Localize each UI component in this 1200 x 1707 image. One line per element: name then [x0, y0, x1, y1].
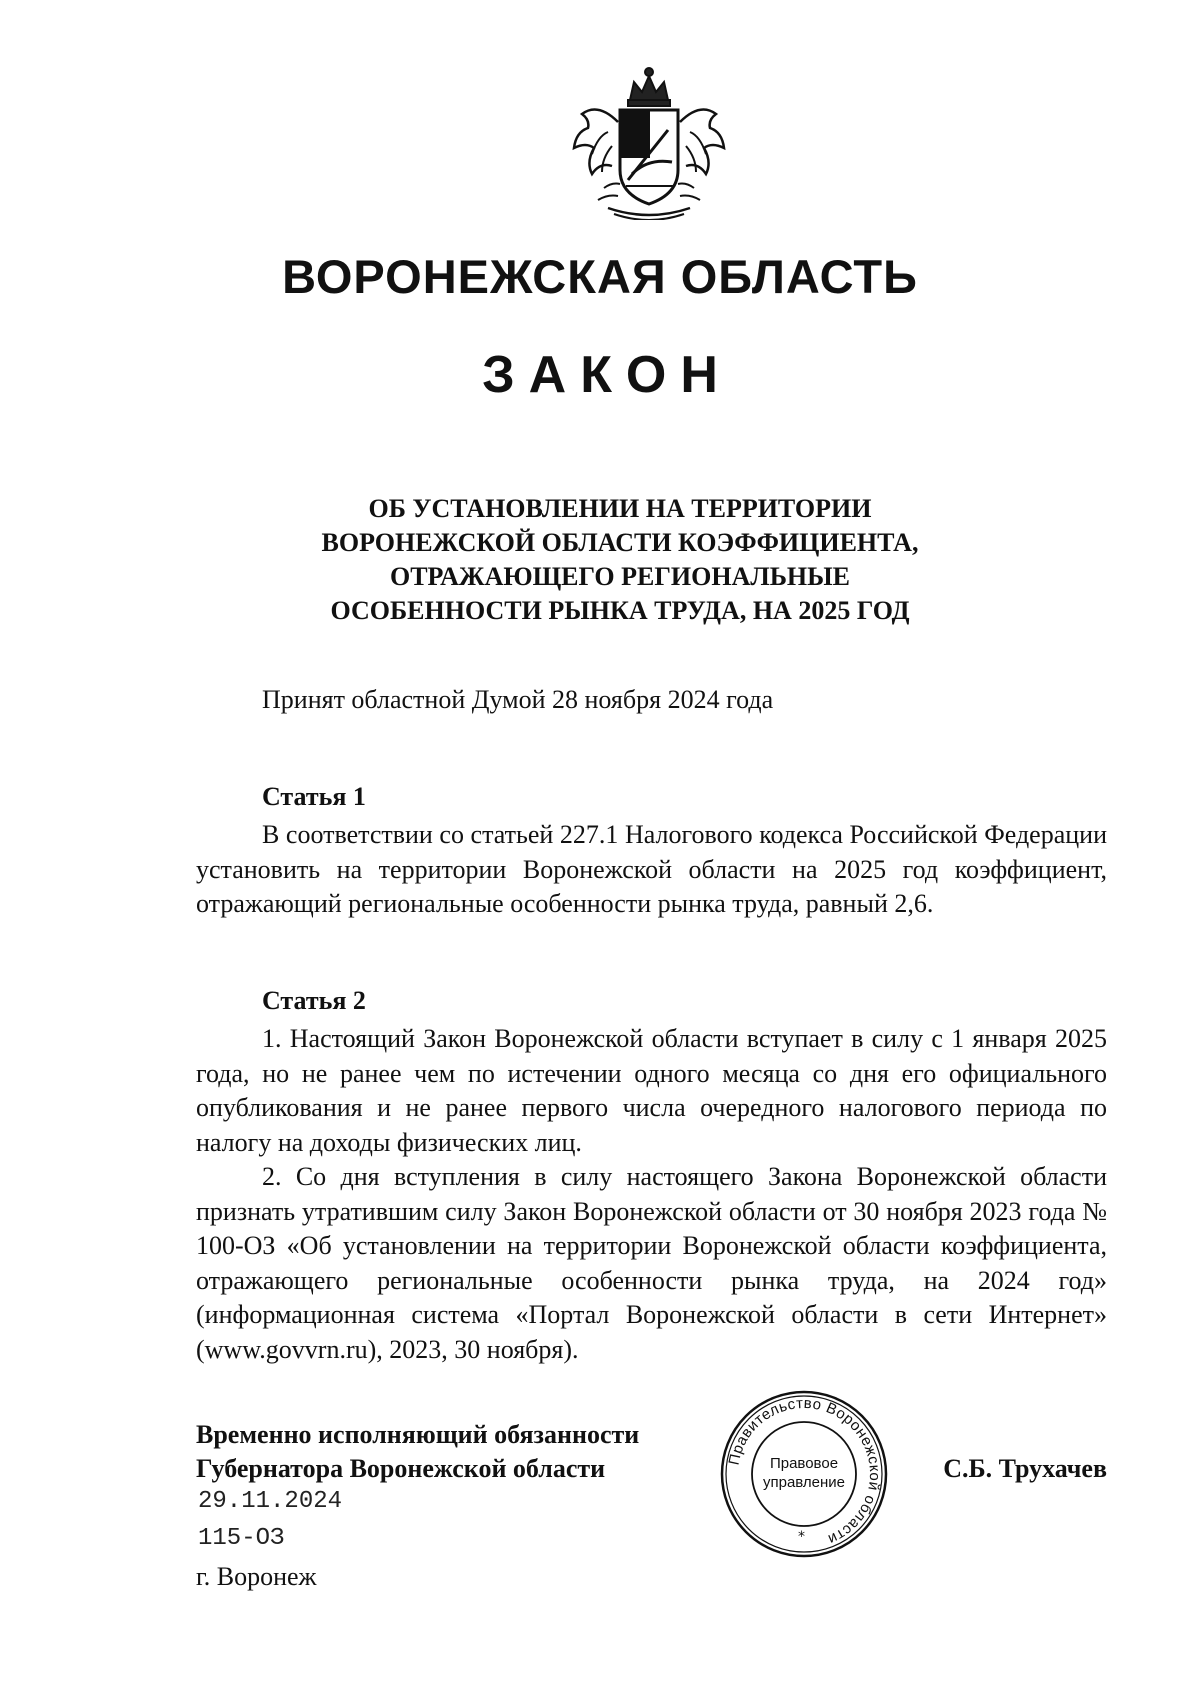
stamp-inner-line: Правовое: [769, 1455, 839, 1472]
article-2-heading: Статья 2: [262, 986, 366, 1015]
law-number: 115-ОЗ: [198, 1525, 285, 1552]
signing-city: г. Воронеж: [196, 1562, 317, 1591]
article-1-heading: Статья 1: [262, 782, 366, 811]
signer-position: [196, 1418, 639, 1486]
signer-position-line: Временно исполняющий обязанности: [196, 1420, 640, 1449]
region-name: ВОРОНЕЖСКАЯ ОБЛАСТЬ: [282, 250, 918, 303]
law-title-line: ВОРОНЕЖСКОЙ ОБЛАСТИ КОЭФФИЦИЕНТА,: [321, 528, 919, 557]
signing-date: 29.11.2024: [198, 1488, 343, 1515]
stamp-center-text: [758, 1454, 850, 1492]
document-type: ЗАКОН: [482, 346, 732, 404]
law-title-line: ОТРАЖАЮЩЕГО РЕГИОНАЛЬНЫЕ: [389, 562, 851, 591]
signer-name: С.Б. Трухачев: [943, 1454, 1107, 1483]
article-2-paragraph-1: 1. Настоящий Закон Воронежской области вступает в силу с 1 января 2025 года, но не ранее чем по истечении одного месяца со дня его официального опубликования и не ранее первого числа очередного налогового периода по налогу на доходы физических лиц.: [196, 1024, 1107, 1157]
law-title-line: ОСОБЕННОСТИ РЫНКА ТРУДА, НА 2025 ГОД: [330, 596, 910, 625]
signer-position-line: Губернатора Воронежской области: [196, 1454, 606, 1483]
article-1-text: В соответствии со статьей 227.1 Налогового кодекса Российской Федерации установить на территории Воронежской области на 2025 год коэффициент, отражающий региональные особенности рынка труда, равный 2,6.: [196, 820, 1107, 918]
stamp-ring-text: Правительство Воронежской области: [725, 1394, 884, 1548]
article-2-paragraph-2: 2. Со дня вступления в силу настоящего Закона Воронежской области признать утратившим силу Закон Воронежской области от 30 ноября 2023 года № 100-ОЗ «Об установлении на территории Воронежской области коэффициента, отражающего региональные особенности рынка труда, на 2024 год» (информационная система «Портал Воронежской области в сети Интернет» (www.govvrn.ru), 2023, 30 ноября).: [196, 1162, 1107, 1364]
coat-of-arms-icon: [568, 62, 730, 220]
law-title-line: ОБ УСТАНОВЛЕНИИ НА ТЕРРИТОРИИ: [368, 494, 872, 523]
star-icon: *: [798, 1529, 805, 1545]
law-title: [260, 492, 980, 628]
stamp-inner-line: управление: [762, 1474, 846, 1491]
adoption-note: Принят областной Думой 28 ноября 2024 года: [262, 685, 774, 714]
